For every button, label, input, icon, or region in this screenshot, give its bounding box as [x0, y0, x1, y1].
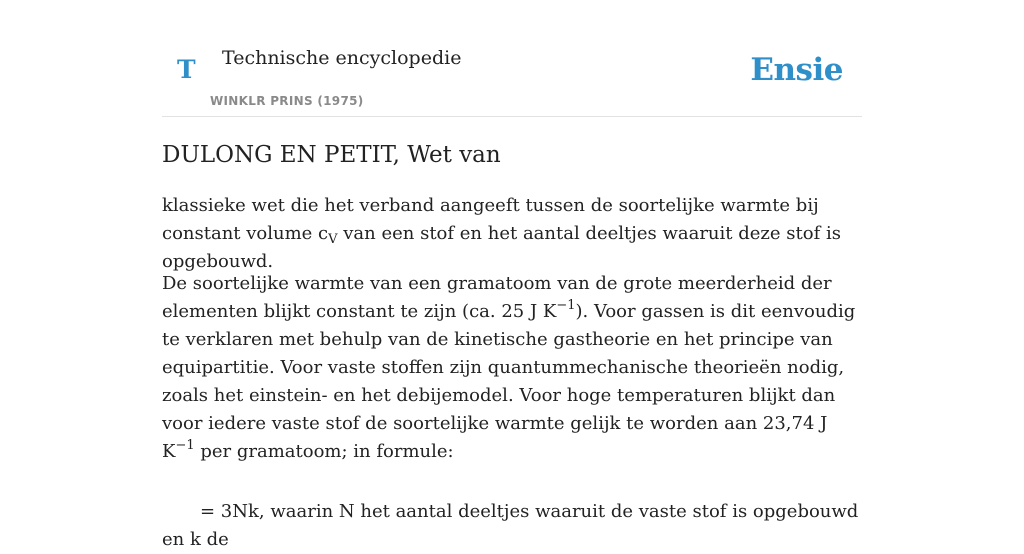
p3-text: = 3Nk, waarin N het aantal deeltjes waaruit de vaste stof is opgebouwd en k de: [162, 501, 859, 550]
p2-text-a: De soortelijke warmte van een gramatoom van de grote meerderheid der elementen blijkt constant te zijn (ca. 25 J K: [162, 273, 832, 322]
p2-text-b: ). Voor gassen is dit eenvoudig te verklaren met behulp van de kinetische gastheorie en het principe van equipartitie. Voor vaste stoffen zijn quantummechanische theorieën nodig, zoals het einstein- en het debijemodel. Voor hoge temperaturen blijkt dan voor iedere vaste stof de soortelijke warmte gelijk te worden aan 23,74 J K: [162, 301, 856, 462]
site-header: [162, 0, 862, 117]
p1-text-b: van een stof en het aantal deeltjes waaruit deze stof is opgebouwd.: [162, 223, 841, 272]
entry-paragraph-2: [162, 270, 864, 466]
entry-paragraph-3: [162, 498, 864, 554]
p2-superscript-1: −1: [556, 298, 576, 313]
page: [162, 0, 862, 550]
p1-text-a: klassieke wet die het verband aangeeft tussen de soortelijke warmte bij constant volume c: [162, 195, 819, 244]
p1-subscript: V: [328, 232, 338, 247]
entry-title: DULONG EN PETIT, Wet van: [162, 142, 501, 168]
p2-superscript-2: −1: [175, 438, 195, 453]
source-subtitle: WINKLR PRINS (1975): [210, 94, 364, 108]
site-logo-icon[interactable]: T: [177, 55, 196, 84]
brand-logo[interactable]: Ensie: [750, 52, 843, 88]
site-title[interactable]: Technische encyclopedie: [222, 47, 462, 69]
entry-paragraph-1: [162, 192, 864, 276]
p2-text-c: per gramatoom; in formule:: [194, 441, 454, 462]
